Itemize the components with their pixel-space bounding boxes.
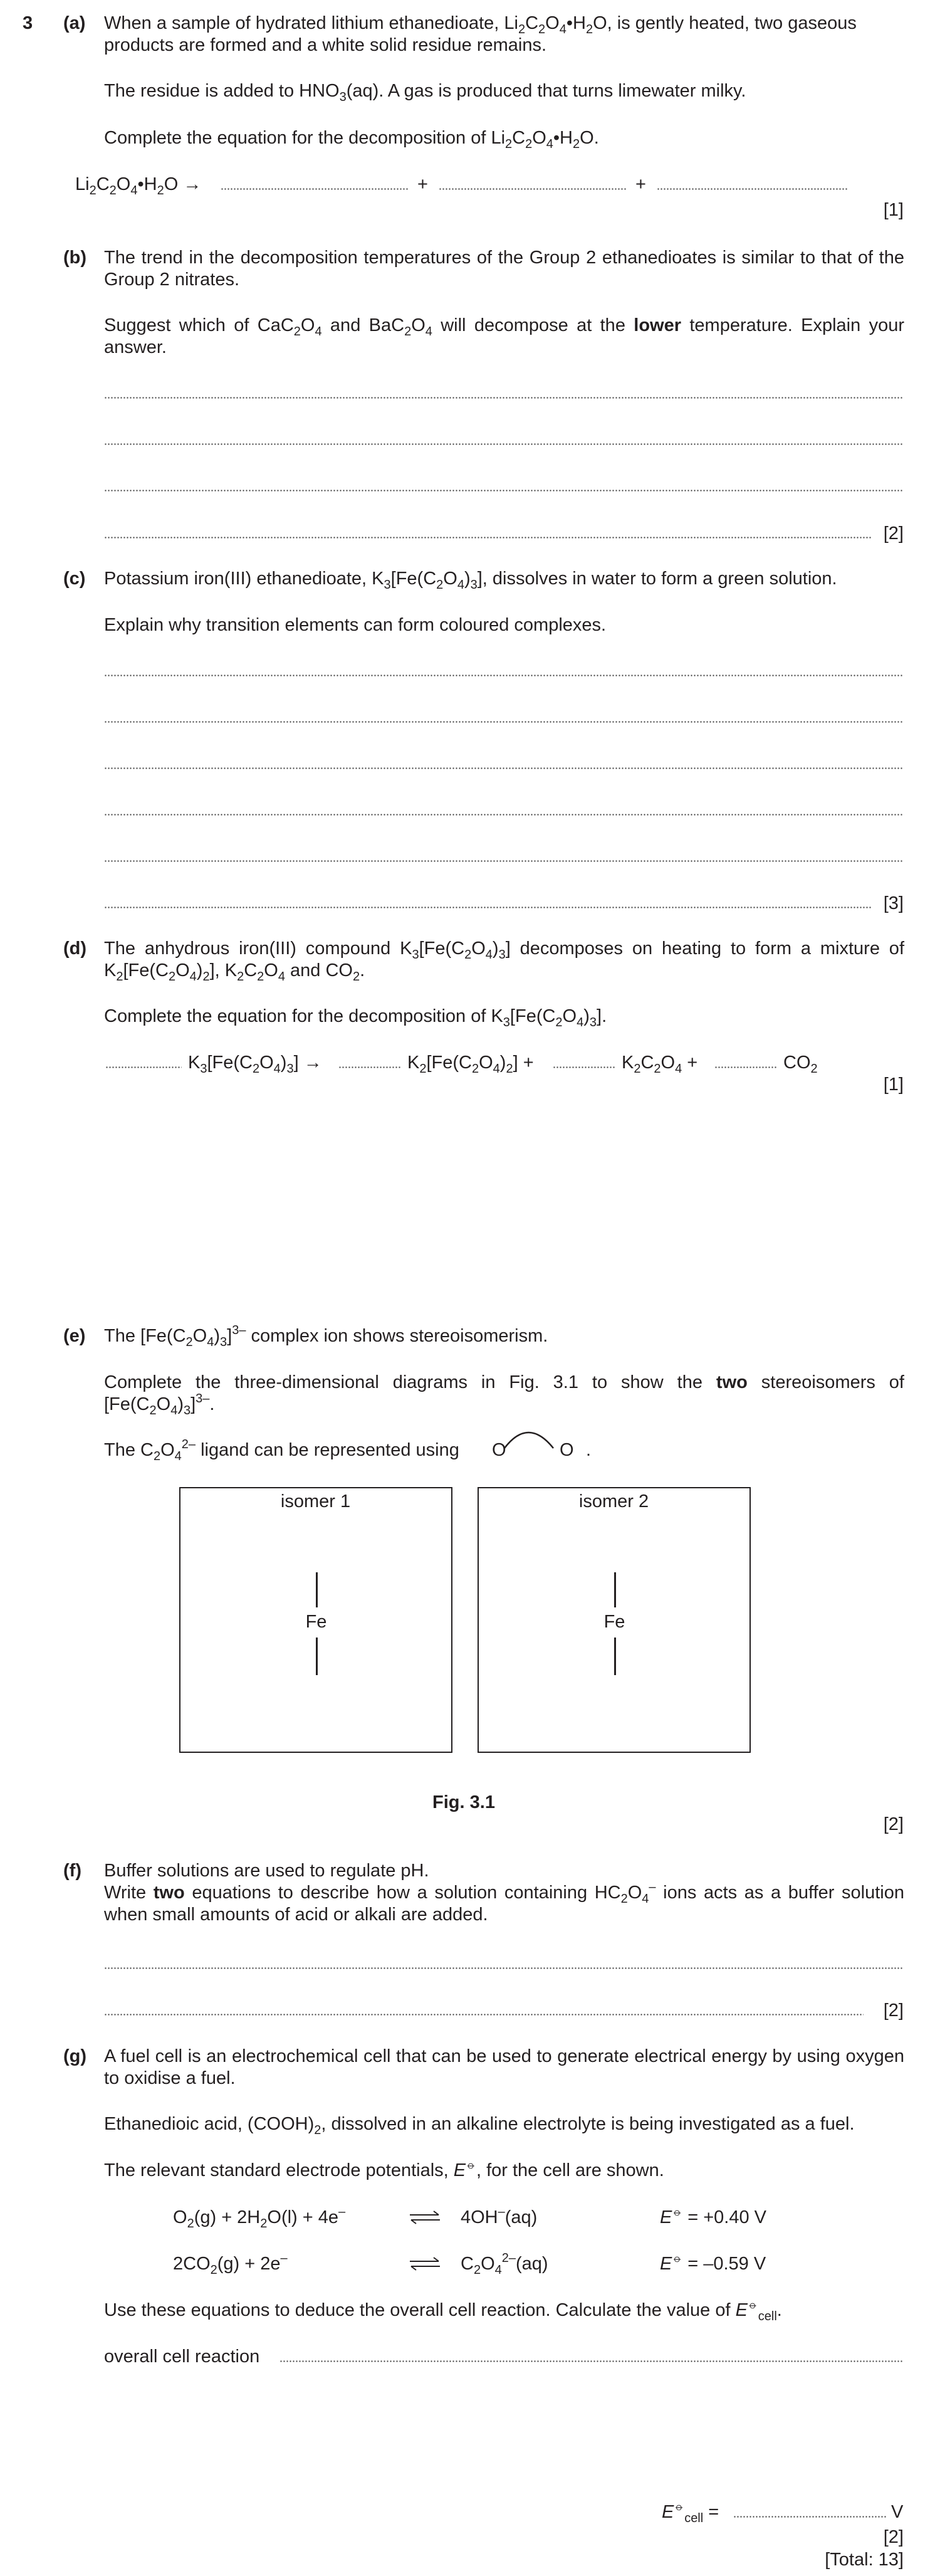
- part-b-answer-line-1[interactable]: [104, 397, 902, 399]
- part-c-mark: [3]: [883, 893, 904, 913]
- part-g-text3: The relevant standard electrode potentials, E⦵, for the cell are shown.: [104, 2158, 664, 2180]
- part-d-coef-blank-3[interactable]: [553, 1066, 615, 1068]
- ligand-o-left: O: [492, 1440, 506, 1460]
- isomer-1-bond-bottom: [316, 1638, 318, 1675]
- part-a-equation: $Li_2C_2O_4•H_2O$ →: [75, 174, 202, 197]
- part-a-text3: Complete the equation for the decomposition of $Li_2C_2O_4•H_2O$.: [104, 128, 599, 151]
- part-a-plus-1: +: [417, 174, 428, 194]
- part-b-answer-line-2[interactable]: [104, 443, 902, 445]
- part-e-mark: [2]: [883, 1814, 904, 1834]
- eq1-right: 4OH–(aq): [461, 2205, 538, 2227]
- part-c-answer-line-4[interactable]: [104, 814, 902, 816]
- eq1-equilibrium-arrow-icon: [409, 2207, 441, 2229]
- part-f-text2: Write two equations to describe how a solution containing $HC_2O_4^-$ ions acts as a buffer solution when small amounts of acid or alkali are added.: [104, 1880, 904, 1925]
- isomer-2-metal: Fe: [603, 1612, 625, 1632]
- eq1-left: $O_2(g) + 2H_2O(l) + 4e^-$: [173, 2205, 346, 2231]
- eq2-right: $C_2O_4^{2-}(aq)$: [461, 2251, 548, 2277]
- part-e-label: (e): [63, 1326, 86, 1346]
- isomer-1-metal: Fe: [305, 1612, 327, 1632]
- part-g-mark: [2]: [883, 2527, 904, 2547]
- part-g-text1: A fuel cell is an electrochemical cell that can be used to generate electrical energy by using oxygen to oxidise a fuel.: [104, 2046, 904, 2088]
- part-b-text2: Suggest which of $CaC_2O_4$ and $BaC_2O_4$ will decompose at the lower temperature. Explain your answer.: [104, 315, 904, 357]
- ligand-symbol: [492, 1423, 580, 1461]
- part-d-coef-blank-1[interactable]: [105, 1066, 182, 1068]
- ecell-answer-blank[interactable]: [733, 2516, 887, 2518]
- part-g-text2: Ethanedioic acid, $(COOH)_2$, dissolved in an alkaline electrolyte is being investigated as a fuel.: [104, 2114, 855, 2137]
- total-marks: [Total: 13]: [825, 2550, 904, 2570]
- part-b-answer-line-3[interactable]: [104, 490, 902, 492]
- eq1-potential: E⦵ = +0.40 V: [660, 2205, 767, 2227]
- part-d-coef-blank-2[interactable]: [338, 1066, 401, 1068]
- part-b-answer-line-4[interactable]: [104, 537, 871, 539]
- part-e-text1: The $[Fe(C_2O_4)_3]^{3-}$ complex ion shows stereoisomerism.: [104, 1323, 548, 1349]
- overall-reaction-label: overall cell reaction: [104, 2347, 260, 2367]
- part-e-text2: Complete the three-dimensional diagrams in Fig. 3.1 to show the two stereoisomers of $[Fe(C_2O_4)_3]^{3-}$.: [104, 1372, 904, 1417]
- part-d-mark: [1]: [883, 1075, 904, 1095]
- isomer-2-bond-bottom: [614, 1638, 616, 1675]
- part-c-answer-line-3[interactable]: [104, 767, 902, 769]
- part-f-answer-line-1[interactable]: [104, 1967, 902, 1969]
- isomer-2-label: isomer 2: [578, 1491, 649, 1511]
- eq2-potential: E⦵ = –0.59 V: [660, 2251, 766, 2274]
- question-number: 3: [23, 13, 33, 33]
- ecell-label: $E^⦵_{cell}$ =: [662, 2500, 719, 2525]
- part-a-answer-blank-3[interactable]: [657, 188, 849, 190]
- isomer-1-bond-top: [316, 1572, 318, 1607]
- part-a-answer-blank-2[interactable]: [439, 188, 627, 190]
- part-a-answer-blank-1[interactable]: [221, 188, 409, 190]
- part-a-text2: The residue is added to $HNO_3(aq)$. A gas is produced that turns limewater milky.: [104, 81, 746, 104]
- part-c-answer-line-1[interactable]: [104, 675, 902, 676]
- part-g-label: (g): [63, 2046, 87, 2066]
- part-b-label: (b): [63, 248, 87, 268]
- part-c-answer-line-6[interactable]: [104, 907, 871, 908]
- part-d-text1: The anhydrous iron(III) compound $K_3[Fe(C_2O_4)_3]$ decomposes on heating to form a mixture of $K_2[Fe(C_2O_4)_2]$, $K_2C_2O_4$ and $CO_2$.: [104, 938, 904, 984]
- part-d-label: (d): [63, 938, 87, 959]
- part-c-label: (c): [63, 569, 86, 589]
- part-d-eq-product-2: $K_2C_2O_4$ +: [622, 1053, 698, 1076]
- part-f-mark: [2]: [883, 2000, 904, 2021]
- part-b-mark: [2]: [883, 523, 904, 544]
- part-f-answer-line-2[interactable]: [104, 2014, 864, 2016]
- part-d-eq-reactant: $K_3[Fe(C_2O_4)_3]$ →: [188, 1053, 322, 1076]
- isomer-1-box[interactable]: [179, 1487, 452, 1753]
- part-d-eq-product-1: $K_2[Fe(C_2O_4)_2]$ +: [407, 1053, 534, 1076]
- overall-reaction-answer-line[interactable]: [279, 2360, 902, 2362]
- part-b-text1: The trend in the decomposition temperatures of the Group 2 ethanedioates is similar to that of the Group 2 nitrates.: [104, 248, 904, 290]
- part-a-mark: [1]: [883, 200, 904, 220]
- isomer-1-label: isomer 1: [280, 1491, 351, 1511]
- isomer-2-box[interactable]: [478, 1487, 751, 1753]
- part-f-label: (f): [63, 1861, 81, 1881]
- eq2-left: $2CO_2(g) + 2e^-$: [173, 2251, 288, 2277]
- part-c-answer-line-5[interactable]: [104, 860, 902, 862]
- ecell-unit: V: [891, 2502, 904, 2522]
- ligand-o-right: O: [560, 1440, 574, 1460]
- isomer-2-bond-top: [614, 1572, 616, 1607]
- part-d-coef-blank-4[interactable]: [714, 1066, 777, 1068]
- eq2-equilibrium-arrow-icon: [409, 2253, 441, 2275]
- part-a-label: (a): [63, 13, 86, 33]
- part-c-text2: Explain why transition elements can form coloured complexes.: [104, 615, 607, 635]
- part-e-text3: The $C_2O_4^{2-}$ ligand can be represented using: [104, 1438, 459, 1463]
- part-c-answer-line-2[interactable]: [104, 721, 902, 723]
- part-d-text2: Complete the equation for the decomposition of $K_3[Fe(C_2O_4)_3]$.: [104, 1006, 607, 1029]
- fig-caption: Fig. 3.1: [432, 1792, 495, 1812]
- part-c-text1: Potassium iron(III) ethanedioate, $K_3[Fe(C_2O_4)_3]$, dissolves in water to form a green solution.: [104, 569, 837, 592]
- part-a-text1: When a sample of hydrated lithium ethanedioate, $Li_2C_2O_4•H_2O$, is gently heated, two gaseous products are formed and a white solid residue remains.: [104, 13, 857, 55]
- part-a-plus-2: +: [635, 174, 646, 194]
- part-g-text4: Use these equations to deduce the overall cell reaction. Calculate the value of $E^⦵_{cell}$.: [104, 2298, 782, 2323]
- part-d-eq-product-3: $CO_2$: [783, 1053, 818, 1076]
- part-f-text1: Buffer solutions are used to regulate pH.: [104, 1861, 429, 1881]
